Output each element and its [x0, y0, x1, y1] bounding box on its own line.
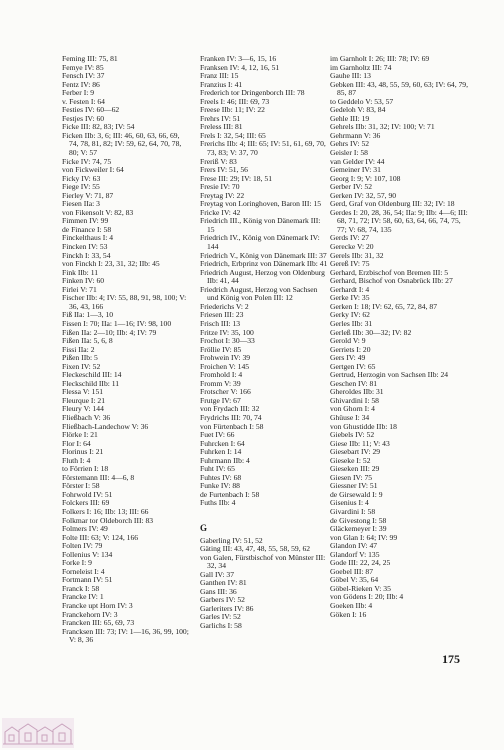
- index-entry: Franck I: 58: [62, 583, 100, 593]
- index-entry: Fleurque I: 21: [62, 395, 106, 405]
- index-entry: Folkmar tor Oldeborch III: 83: [62, 515, 154, 525]
- index-entry: Fleckschild IIb: 11: [62, 378, 120, 388]
- index-entry: Gauhe III: 13: [330, 71, 371, 81]
- index-entry: Gerd, Graf von Oldenburg III: 32; IV: 18: [330, 199, 455, 209]
- index-entry: Gheroldes IIb: 31: [330, 387, 384, 397]
- index-entry: Fimmen IV: 99: [62, 216, 109, 226]
- index-entry: Glandon IV: 47: [330, 541, 378, 551]
- index-entry: Gerdes I: 20, 28, 36, 54; IIa: 9; IIb: 4—6; III: 68, 71, 72; IV: 58, 60, 63, 64, 66, 74, 75, 77; V: 68, 74, 135: [330, 207, 468, 234]
- index-entry: Francksen III: 73; IV: 1—16, 36, 99, 100; V: 8, 36: [62, 626, 189, 645]
- index-entry: Georg I: 9; V: 107, 108: [330, 173, 401, 183]
- index-entry: Fißen IIa: 2—10; IIb: 4; IV: 79: [62, 327, 157, 337]
- index-entry: Frederich tor Dringenborch III: 78: [200, 88, 305, 98]
- index-entry: Folkers I: 16; IIb: 13; III: 66: [62, 506, 149, 516]
- index-entry: Firlei V: 71: [62, 284, 97, 294]
- index-entry: Gertgen IV: 65: [330, 361, 376, 371]
- index-entry: im Garnholtz III: 74: [330, 62, 392, 72]
- index-entry: Freless III: 81: [200, 122, 243, 132]
- index-entry: Finckh I: 33, 54: [62, 250, 111, 260]
- index-column-2: [200, 55, 328, 631]
- index-entry: Friedrich III., König von Dänemark III: 15: [200, 216, 321, 234]
- index-entry: Folten IV: 79: [62, 541, 103, 551]
- index-entry: to Förrien I: 18: [62, 464, 109, 474]
- library-building-logo: [2, 718, 74, 748]
- index-entry: Flor I: 64: [62, 438, 91, 448]
- index-entry: Friedrich IV., König von Dänemark IV: 144: [200, 233, 320, 252]
- index-entry: Gertrud, Herzogin von Sachsen IIb: 24: [330, 370, 449, 380]
- index-entry: Frochot I: 30—33: [200, 336, 255, 346]
- index-entry: Gerles IIb: 31: [330, 318, 373, 328]
- index-entry: Gerold V: 9: [330, 336, 366, 346]
- index-entry: Fink IIb: 11: [62, 267, 98, 277]
- index-entry: Ficken IIb: 3, 6; III: 46, 60, 63, 66, 69, 74, 78, 81, 82; IV: 59, 62, 64, 70, 78, 80; V: 57: [62, 130, 182, 158]
- index-entry: Gedeloh V: 83, 84: [330, 105, 386, 115]
- index-entry: Flessa V: 151: [62, 387, 104, 397]
- index-entry: Frese III: 29; IV: 18, 51: [200, 173, 272, 183]
- index-entry: Gerleß IIb: 30—32; IV: 82: [330, 327, 412, 337]
- index-entry: Gerken I: 18; IV: 62, 65, 72, 84, 87: [330, 301, 437, 311]
- index-entry: Friederichs V: 2: [200, 301, 249, 311]
- index-entry: Frotscher V: 166: [200, 387, 251, 397]
- index-column-2-list: [200, 55, 328, 508]
- index-entry: Fleury V: 144: [62, 404, 104, 414]
- index-entry: Ghivardini I: 58: [330, 395, 379, 405]
- index-entry: Francken III: 65, 69, 73: [62, 618, 135, 628]
- index-entry: Frers IV: 51, 56: [200, 165, 248, 175]
- index-entry: Gans III: 36: [200, 586, 237, 596]
- index-entry: Flörke I: 21: [62, 430, 98, 440]
- index-entry: Fromm V: 39: [200, 378, 241, 388]
- index-entry: Giese IIb: 11; V: 43: [330, 438, 390, 448]
- index-entry: Froichen V: 145: [200, 361, 250, 371]
- index-entry: Fricke IV: 42: [200, 207, 241, 217]
- index-entry: von Fürtenbach I: 58: [200, 421, 264, 431]
- index-entry: Gehle III: 19: [330, 113, 370, 123]
- index-entry: Göbel-Rieken V: 35: [330, 583, 391, 593]
- index-column-3: [330, 55, 472, 619]
- index-entry: Gieseke I: 52: [330, 455, 371, 465]
- index-column-2-list-g: [200, 537, 328, 631]
- index-entry: Gläckemeyer I: 39: [330, 524, 387, 534]
- index-entry: de Givestong I: 58: [330, 515, 387, 525]
- index-entry: Fissi IIa: 2: [62, 344, 95, 354]
- index-entry: Givardini I: 58: [330, 506, 376, 516]
- index-entry: Fleckeschild III: 14: [62, 370, 122, 380]
- index-entry: Giesebart IV: 29: [330, 447, 381, 457]
- index-entry: de Girsewald I: 9: [330, 489, 383, 499]
- index-entry: Fierley V: 71, 87: [62, 190, 114, 200]
- index-entry: Friedrich, Erbprinz von Dänemark IIb: 41: [200, 259, 328, 269]
- index-entry: Fohrwold IV: 51: [62, 489, 113, 499]
- index-entry: Freytag IV: 22: [200, 190, 245, 200]
- index-entry: Finken IV: 60: [62, 276, 105, 286]
- index-entry: Goeken IIb: 4: [330, 601, 373, 610]
- index-entry: Forneleist I: 4: [62, 566, 105, 576]
- index-entry: Gerels IIb: 31, 32: [330, 250, 384, 260]
- index-entry: Fließbach-Landechow V: 36: [62, 421, 149, 431]
- index-entry: von Galen, Fürstbischof von Münster III: 32, 34: [200, 552, 326, 571]
- index-entry: Gaberling IV: 51, 52: [200, 535, 263, 545]
- index-entry: Garlichs I: 58: [200, 621, 242, 630]
- index-entry: Ficky IV: 63: [62, 173, 101, 183]
- index-entry: Fuet IV: 66: [200, 430, 235, 440]
- section-letter: G: [200, 522, 208, 533]
- index-entry: Gode III: 22, 24, 25: [330, 558, 391, 568]
- index-entry: Franzius I: 41: [200, 79, 243, 89]
- index-entry: Gäting III: 43, 47, 48, 55, 58, 59, 62: [200, 544, 311, 554]
- index-entry: Fortmann IV: 51: [62, 575, 113, 585]
- page-number: 175: [442, 652, 460, 666]
- index-entry: Garleriters IV: 86: [200, 603, 254, 613]
- index-entry: to Geddelo V: 53, 57: [330, 96, 394, 106]
- index-entry: Göbel V: 35, 64: [330, 575, 379, 585]
- index-entry: Frehrs IV: 51: [200, 113, 241, 123]
- index-entry: Gerky IV: 62: [330, 310, 370, 320]
- index-entry: Ganthen IV: 81: [200, 578, 247, 588]
- index-entry: Gers IV: 49: [330, 353, 366, 363]
- index-entry: Goebel III: 87: [330, 566, 374, 576]
- index-column-1: [62, 55, 190, 645]
- index-entry: Ficke IV: 74, 75: [62, 156, 112, 166]
- index-entry: Freese IIb: 11; IV: 22: [200, 105, 265, 115]
- index-entry: Frohwein IV: 39: [200, 353, 251, 363]
- index-entry: Gieseken III: 29: [330, 464, 380, 474]
- index-entry: Fuhtes IV: 68: [200, 472, 242, 482]
- index-entry: Fiesen IIa: 3: [62, 199, 100, 209]
- index-entry: von Finckh I: 23, 31, 32; IIb: 45: [62, 259, 160, 269]
- index-entry: von Ghorn I: 4: [330, 404, 375, 414]
- index-entry: v. Festen I: 64: [62, 96, 105, 106]
- index-entry: Gall IV: 37: [200, 569, 235, 579]
- index-entry: Gehrels IIb: 31, 32; IV: 100; V: 71: [330, 122, 435, 132]
- index-entry: Friedrich August, Herzog von Oldenburg IIb: 41, 44: [200, 267, 325, 286]
- index-entry: Ghüuse I: 34: [330, 412, 370, 422]
- index-entry: Geschen IV: 81: [330, 378, 378, 388]
- index-entry: Gerds IV: 27: [330, 233, 370, 243]
- index-entry: Fiß IIa: 1—3, 10: [62, 310, 114, 320]
- index-entry: Gehrs IV: 52: [330, 139, 370, 149]
- index-entry: Franz III: 15: [200, 71, 239, 81]
- index-entry: Fischer IIb: 4; IV: 55, 88, 91, 98, 100; V: 36, 43, 166: [62, 293, 187, 311]
- index-entry: Frutge IV: 67: [200, 395, 241, 405]
- index-entry: Gebken III: 43, 48, 55, 59, 60, 63; IV: 64, 79, 85, 87: [330, 79, 469, 98]
- index-entry: Förster I: 58: [62, 481, 100, 491]
- index-entry: Fiege IV: 55: [62, 182, 100, 192]
- index-entry: Garbers IV: 52: [200, 595, 245, 605]
- index-entry: Friedrich August, Herzog von Sachsen und König von Polen III: 12: [200, 284, 318, 303]
- index-entry: Folckers III: 69: [62, 498, 110, 508]
- index-entry: Giesen IV: 75: [330, 472, 373, 482]
- index-entry: von Ghustidde IIb: 18: [330, 421, 397, 431]
- index-entry: de Finance I: 58: [62, 224, 112, 234]
- index-entry: Gemeiner IV: 31: [330, 165, 381, 175]
- index-entry: im Garnholt I: 26; III: 78; IV: 69: [330, 54, 430, 63]
- index-entry: Ferber I: 9: [62, 88, 95, 98]
- index-entry: Gerecke V: 20: [330, 242, 374, 252]
- index-entry: Ficke III: 82, 83; IV: 54: [62, 122, 135, 132]
- index-entry: Geisler I: 58: [330, 148, 368, 158]
- index-entry: Gerriets I: 20: [330, 344, 371, 354]
- index-entry: Fincken IV: 53: [62, 242, 108, 252]
- index-entry: Fixen IV: 52: [62, 361, 101, 371]
- index-entry: Follenius V: 134: [62, 549, 113, 559]
- index-entry: Fresie IV: 70: [200, 182, 240, 192]
- index-entry: Fuht IV: 65: [200, 464, 235, 474]
- index-entry: Gereß IV: 75: [330, 259, 370, 269]
- index-entry: Fuths IIb: 4: [200, 498, 236, 508]
- index-entry: Frisch III: 13: [200, 318, 241, 328]
- index-entry: von Glan I: 64; IV: 99: [330, 532, 398, 542]
- index-entry: Garles IV: 52: [200, 612, 241, 622]
- index-entry: Festjes IV: 60: [62, 113, 105, 123]
- index-entry: Fromhold I: 4: [200, 370, 243, 380]
- index-entry: Forke I: 9: [62, 558, 92, 568]
- index-entry: Gehrmann V: 36: [330, 130, 381, 140]
- index-entry: Gerber IV: 52: [330, 182, 373, 192]
- index-entry: Giebels IV: 52: [330, 430, 375, 440]
- index-entry: Folte III: 63; V: 124, 166: [62, 532, 139, 542]
- index-entry: Fensch IV: 37: [62, 71, 105, 81]
- index-entry: Fissen I: 70; IIa: 1—16; IV: 98, 100: [62, 318, 172, 328]
- index-entry: Franckehorn IV: 3: [62, 609, 118, 619]
- index-entry: Glandorf V: 135: [330, 549, 380, 559]
- index-entry: Gisenius I: 4: [330, 498, 369, 508]
- index-entry: Funke IV: 88: [200, 481, 240, 491]
- index-entry: Freriß V: 83: [200, 156, 237, 166]
- index-entry: Franksen IV: 4, 12, 16, 51: [200, 62, 280, 72]
- index-entry: Giessner IV: 51: [330, 481, 378, 491]
- index-entry: Pißen IIb: 5: [62, 353, 98, 363]
- index-entry: Friesen III: 23: [200, 310, 244, 320]
- index-entry: Fißen IIa: 5, 6, 8: [62, 336, 113, 346]
- index-entry: von Gödens I: 20; IIb: 4: [330, 592, 404, 602]
- index-entry: Fluth I: 4: [62, 455, 91, 465]
- index-entry: Fuhrcken I: 64: [200, 438, 245, 448]
- index-entry: Förstemann III: 4—6, 8: [62, 472, 135, 482]
- index-entry: von Frydach III: 32: [200, 404, 260, 414]
- index-entry: Freels I: 46; III: 69, 73: [200, 96, 270, 106]
- index-entry: Gerke IV: 35: [330, 293, 370, 303]
- index-entry: Frerichs IIb: 4; III: 65; IV: 51, 61, 69, 70, 73, 83; V: 37, 70: [200, 139, 326, 158]
- index-entry: Folmers IV: 49: [62, 524, 108, 534]
- index-entry: de Furtenbach I: 58: [200, 489, 260, 499]
- index-entry: Gerhard, Erzbischof von Bremen III: 5: [330, 267, 449, 277]
- index-entry: von Fikensolt V: 82, 83: [62, 207, 134, 217]
- index-entry: Frydrichs III: 70, 74: [200, 412, 262, 422]
- index-entry: Gerken IV: 32, 57, 90: [330, 190, 397, 200]
- index-entry: Freytag von Loringhoven, Baron III: 15: [200, 199, 322, 209]
- index-entry: Francke upt Horn IV: 3: [62, 601, 133, 610]
- index-entry: Feming III: 75, 81: [62, 54, 118, 63]
- index-entry: Florinus I: 21: [62, 447, 104, 457]
- index-entry: Fuhrmann IIb: 4: [200, 455, 250, 465]
- index-entry: Finckelthaus I: 4: [62, 233, 114, 243]
- index-entry: Femye IV: 85: [62, 62, 104, 72]
- index-entry: Friedrich V., König von Dänemark III: 37: [200, 250, 327, 260]
- index-entry: von Fickweiler I: 64: [62, 165, 124, 175]
- index-entry: van Gelder IV: 44: [330, 156, 385, 166]
- index-entry: Gerhard, Bischof von Osnabrück IIb: 27: [330, 276, 453, 286]
- index-entry: Francke IV: 1: [62, 592, 104, 602]
- index-entry: Frels I: 32, 54; III: 65: [200, 130, 266, 140]
- index-entry: Fentz IV: 86: [62, 79, 100, 89]
- index-entry: Festies IV: 60—62: [62, 105, 120, 115]
- index-entry: Fritze IV: 35, 100: [200, 327, 254, 337]
- index-entry: Fuhrken I: 14: [200, 447, 242, 457]
- index-entry: Gerhardt I: 4: [330, 284, 370, 294]
- index-entry: Fließbach V: 36: [62, 412, 111, 422]
- index-entry: Göken I: 16: [330, 609, 367, 619]
- index-entry: Fröllie IV: 85: [200, 344, 242, 354]
- index-entry: Franken IV: 3—6, 15, 16: [200, 54, 277, 63]
